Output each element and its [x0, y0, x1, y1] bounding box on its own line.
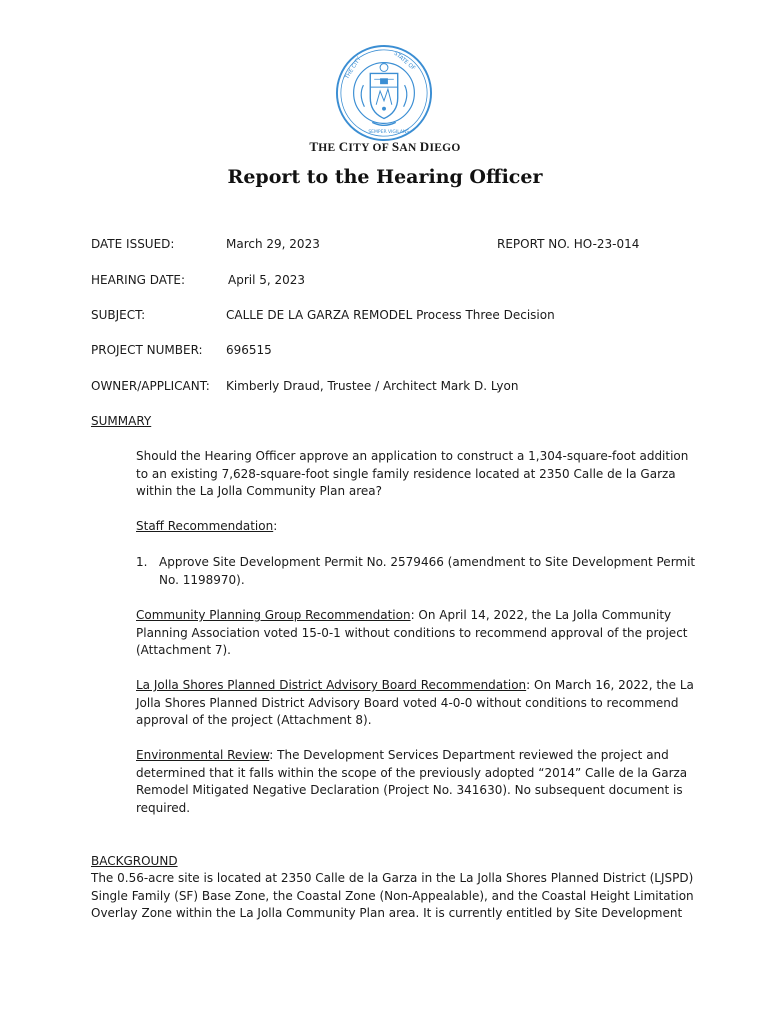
svg-text:STATE OF: STATE OF	[392, 50, 417, 72]
summary-heading: SUMMARY	[91, 414, 152, 428]
city-seal-icon	[335, 44, 433, 142]
hearing-date-label: HEARING DATE:	[91, 273, 186, 287]
project-number-value: 696515	[226, 343, 272, 357]
background-heading: BACKGROUND	[91, 854, 178, 868]
subject-label: SUBJECT:	[91, 308, 146, 322]
svg-text:THE CITY: THE CITY	[344, 56, 363, 81]
report-number: REPORT NO. HO-23-014	[497, 237, 640, 251]
date-issued-value: March 29, 2023	[226, 237, 320, 251]
subject-value: CALLE DE LA GARZA REMODEL Process Three Decision	[226, 308, 555, 322]
city-name: THE CITY OF SAN DIEGO	[309, 139, 461, 154]
recommendation-item: Approve Site Development Permit No. 2579466 (amendment to Site Development Permit No. 1198970).	[159, 555, 696, 587]
la-jolla-shores-board-recommendation: La Jolla Shores Planned District Advisory Board Recommendation: On March 16, 2022, the La Jolla Shores Planned District Advisory Board voted 4-0-0 without conditions to recommend approval of the project (Attachment 8).	[136, 678, 694, 727]
svg-text:SEMPER VIGILANS: SEMPER VIGILANS	[368, 130, 410, 136]
hearing-date-value: April 5, 2023	[228, 273, 306, 287]
owner-applicant-value: Kimberly Draud, Trustee / Architect Mark D. Lyon	[226, 379, 519, 393]
staff-recommendation-heading: Staff Recommendation:	[136, 519, 278, 533]
environmental-review: Environmental Review: The Development Services Department reviewed the project and determined that it falls within the scope of the previously adopted “2014” Calle de la Garza Remodel Mitigated Negative Declaration (Project No. 341630). No subsequent document is required.	[136, 748, 688, 815]
community-planning-group-recommendation: Community Planning Group Recommendation: On April 14, 2022, the La Jolla Community Planning Association voted 15-0-1 without conditions to recommend approval of the project (Attachment 7).	[136, 608, 688, 657]
project-number-label: PROJECT NUMBER:	[91, 343, 203, 357]
summary-question: Should the Hearing Officer approve an application to construct a 1,304-square-foot addition to an existing 7,628-square-foot single family residence located at 2350 Calle de la Garza within the La Jolla Community Plan area?	[136, 449, 689, 498]
report-title: Report to the Hearing Officer	[227, 166, 543, 188]
owner-applicant-label: OWNER/APPLICANT:	[91, 379, 210, 393]
date-issued-label: DATE ISSUED:	[91, 237, 175, 251]
background-paragraph: The 0.56-acre site is located at 2350 Calle de la Garza in the La Jolla Shores Planned District (LJSPD) Single Family (SF) Base Zone, the Coastal Zone (Non-Appealable), and the Coastal Height Limitation Overlay Zone within the La Jolla Community Plan area. It is currently entitled by Site Development	[91, 871, 694, 920]
recommendation-number: 1.	[136, 555, 148, 569]
